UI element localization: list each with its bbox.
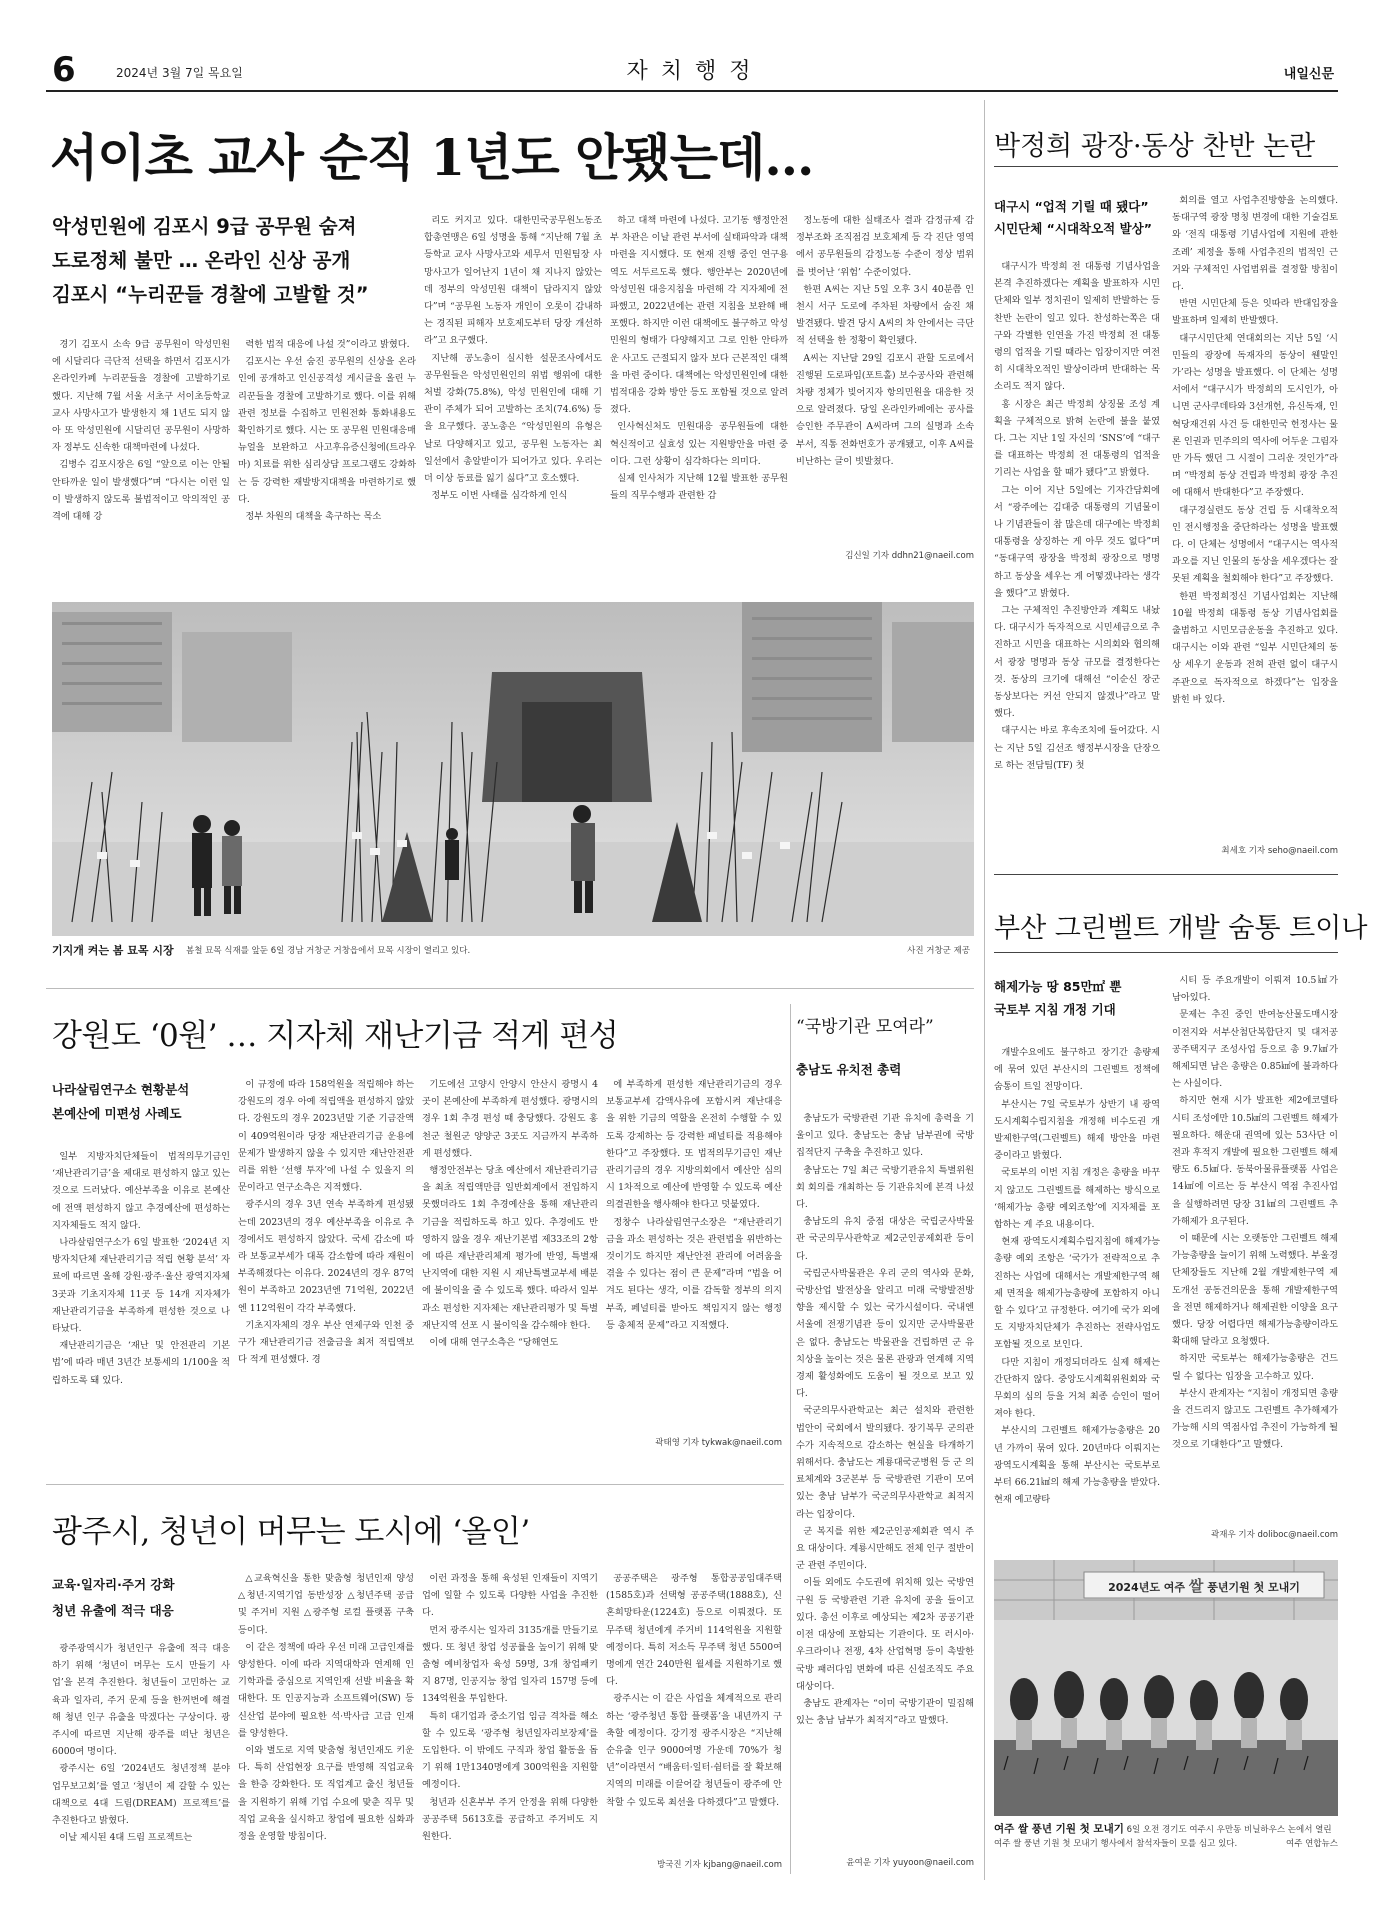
- paragraph: 반면 시민단체 등은 잇따라 반대입장을 발표하며 일제히 반발했다.: [1172, 298, 1338, 327]
- paragraph: △교육혁신을 통한 맞춤형 청년인재 양성 △청년·지역기업 동반성장 △청년주택 공급 및 주거비 지원 △광주형 로컬 플랫폼 구축 등이다.: [238, 1573, 414, 1636]
- paragraph: 리도 커지고 있다. 대한민국공무원노동조합총연맹은 6일 성명을 통해 “지난해 7월 초등학교 교사 사망사고와 세무서 민원팀장 사망사고가 일어난지 1년이 채 지나지 않았는데 정부의 악성민원 대책이 답라지지 않았다”며 “공무원 노동자 개인이 오롯이 감내하는 경직된 피해자 보호제도부터 당장 개선하라”고 요구했다.: [424, 215, 602, 347]
- paragraph: 대구시민단체 연대회의는 지난 5일 ‘시민들의 광장에 독재자의 동상이 웬말인가’라는 성명을 발표했다. 이 단체는 성명서에서 “대구시가 박정희의 도시인가, 아니면 군사쿠데타와 3선개헌, 유신독재, 인혁당재건위 사건 등 대한민국 헌정사는 물론 인권과 민주의의 역사에 어두운 그림자만 가득 했던 그 시절이 그리운 것인가”라며 “박정희 동상 건립과 박정희 광장 추진에 대해서 반대한다”고 주장했다.: [1172, 332, 1338, 499]
- paragraph: 공공주택은 광주형 통합공공임대주택(1585호)과 선택형 공공주택(1888호), 신혼희망타운(1224호) 등으로 이뤄졌다. 또 무주택 청년에게 주거비 114억원을 지원할 예정이다. 특히 저소득 무주택 청년 5500여명에게 연간 240만원 월세를 지원하기로 했다.: [606, 1573, 782, 1688]
- story3-subheads: [994, 975, 1160, 1021]
- story6-column: [238, 1570, 414, 1876]
- story1-headline: 서이초 교사 순직 1년도 안됐는데…: [50, 128, 814, 187]
- paragraph: 김병수 김포시장은 6일 “앞으로 이는 안될 안타까운 일이 발생했다”며 “다시는 이런 일이 발생하지 않도록 불법적이고 악의적인 공격에 대해 강: [52, 459, 230, 523]
- banner-highlight: 쌀: [1188, 1577, 1204, 1595]
- story2-subheads: [994, 196, 1160, 240]
- story5-headline: “국방기관 모여라”: [796, 1017, 934, 1037]
- paragraph: 충남도는 7일 최근 국방기관유치 특별위원회 회의를 개최하는 등 기관유치에 본격 나섰다.: [796, 1164, 974, 1211]
- paragraph: 군 복지를 위한 제2군인공제회관 역시 주요 대상이다. 계룡시만해도 전체 인구 절반이 군 관련 주민이다.: [796, 1525, 974, 1572]
- paragraph: 하고 대책 마련에 나섰다. 고기동 행정안전부 차관은 이날 관련 부서에 실태파악과 대책 마련을 지시했다. 또 현재 진행 중인 연구용역도 서두르도록 했다. 행안부는 2020년에 악성민원 대응지침을 마련해 각 지자체에 전파했고, 2022년에는 관련 지침을 보완해 배포했다. 하지만 이런 대책에도 불구하고 악성민원의 형태가 다양해지고 그로 인한 안타까운 사고도 근절되지 않자 보다 근본적인 대책을 마련 중이다. 대책에는 악성민원인에 대한 법적대응 강화 방안 등도 포함될 것으로 알려졌다.: [610, 215, 788, 416]
- story1-subhead: 도로정체 불만 … 온라인 신상 공개: [52, 249, 351, 272]
- story6-column: [606, 1570, 782, 1854]
- paragraph: 광주시의 경우 3년 연속 부족하게 편성됐는데 2023년의 경우 예산부족을 이유로 추경에서도 편성하지 않았다. 국세 감소에 따라 보통교부세가 대폭 감소함에 따라 재원이 부족해졌다는 이유다. 2024년의 경우 87억원이 부족하고 2023년엔 71억원, 2022년엔 112억원이 각각 부족했다.: [238, 1199, 414, 1314]
- story1-column: [424, 212, 602, 562]
- photo1-title: 기지개 켜는 봄 묘목 시장: [52, 944, 174, 957]
- story2-end-rule: [994, 874, 1338, 875]
- paragraph: 부산시의 그린벨트 해제가능총량은 20년 가까이 묶여 있다. 20년마다 이뤄지는 광역도시계획을 통해 부산시는 국토부로부터 66.21㎢의 해제 가능총량을 받았다. 현재 예고량타: [994, 1425, 1160, 1506]
- rice-planting-image: [994, 1560, 1338, 1816]
- story3-subhead: 국토부 지침 개정 기대: [994, 1002, 1116, 1017]
- paragraph: 이런 과정을 통해 육성된 인재들이 지역기업에 일할 수 있도록 다양한 사업을 추진한다.: [422, 1573, 598, 1619]
- paragraph: 광주광역시가 청년인구 유출에 적극 대응하기 위해 ‘청년이 머무는 도시 만들기 사업’을 본격 추진한다. 청년들이 고민하는 교육과 일자리, 주거 문제 등을 한꺼번에 해결해 청년 인구 유출을 막겠다는 구상이다. 광주시에 따르면 지난해 광주를 떠난 청년은 6000여 명이다.: [52, 1643, 230, 1758]
- banner-prefix: 2024년도 여주: [1108, 1581, 1186, 1594]
- paragraph: 충남도가 국방관련 기관 유치에 총력을 기울이고 있다. 충남도는 충남 남부권에 국방 집적단지 구축을 추진하고 있다.: [796, 1113, 974, 1159]
- story3-byline: 곽재우 기자 doliboc@naeil.com: [1211, 1530, 1338, 1540]
- paragraph: 지난해 공노총이 실시한 설문조사에서도 공무원들은 악성민원인의 위법 행위에 대한 처벌 강화(75.8%), 악성 민원인에 대해 기관이 주체가 되어 고발하는 조치(74.6%) 등을 요구했다. 공노총은 “악성민원의 유형은 날로 다양해지고 있고, 공무원 노동자는 최 일선에서 총알받이가 되어가고 있다. 우리는 더 이상 동료를 잃기 싫다”고 호소했다.: [424, 352, 602, 485]
- paragraph: 한편 A씨는 지난 5일 오후 3시 40분쯤 인천시 서구 도로에 주차된 차량에서 숨진 채 발견됐다. 발견 당시 A씨의 차 안에서는 극단적 선택을 한 정황이 확인됐다.: [796, 283, 974, 347]
- paragraph: 충남도 관계자는 “이미 국방기관이 밀집해 있는 충남 남부가 최적지”라고 말했다.: [796, 1697, 974, 1727]
- story4-column: [52, 1148, 230, 1450]
- story5-rule: [790, 1004, 791, 1874]
- paragraph: 이날 제시된 4대 드림 프로젝트는: [59, 1832, 193, 1844]
- story2-byline: 최세호 기자 seho@naeil.com: [1221, 846, 1338, 856]
- story5-byline: 윤여운 기자 yuyoon@naeil.com: [846, 1858, 974, 1868]
- paragraph: 충남도의 유치 중점 대상은 국립군사박물관 국군의무사관학교 제2군인공제회관 등이다.: [796, 1216, 974, 1262]
- story1-column: [52, 336, 230, 560]
- paragraph: 그는 구체적인 추진방안과 계획도 내놨다. 대구시가 독자적으로 시민세금으로 추진하고 시민을 대표하는 시의회와 협의해서 광장 명명과 동상 규모를 결정한다는 것. 동상의 크기에 대해선 “이순신 장군 동상보다는 커선 안되지 않겠나”라고 말했다.: [994, 605, 1160, 720]
- story4-subheads: [52, 1078, 230, 1126]
- banner-suffix: 풍년기원 첫 모내기: [1207, 1581, 1300, 1594]
- rice-planting-photo: [994, 1560, 1338, 1816]
- story1-subheads: [52, 210, 382, 312]
- story6-column: [422, 1570, 598, 1876]
- story6-column: [52, 1640, 230, 1876]
- paragraph: 기도에선 고양시 안양시 안산시 광명시 4곳이 본예산에 부족하게 편성했다. 광명시의 경우 1회 추경 편성 때 충당했다. 강원도 홍천군 철원군 양양군 3곳도 지금까지 부족하게 편성했다.: [422, 1079, 598, 1159]
- paragraph: 에 부족하게 편성한 재난관리기금의 경우 보통교부세 감액사유에 포함시켜 재난대응을 위한 기금의 역할을 온전히 수행할 수 있도록 강제하는 등 강력한 패널티를 적용해야 한다”고 주장했다. 또 법적의무기금인 재난관리기금의 경우 지방의회에서 예산안 심의 시 1차적으로 예산에 반영할 수 있도록 예산의결권한을 행사해야 한다고 덧붙였다.: [606, 1079, 782, 1211]
- story1-subhead: 악성민원에 김포시 9급 공무원 숨져: [52, 215, 357, 238]
- photo2-title: 여주 쌀 풍년 기원 첫 모내기: [994, 1823, 1124, 1835]
- story3-column: [1172, 972, 1338, 1520]
- story2-column: [1172, 192, 1338, 840]
- paragraph: 재난관리기금은 ‘재난 및 안전관리 기본법’에 따라 매년 3년간 보통세의 1/100을 적립하도록 돼 있다.: [52, 1340, 230, 1386]
- photo2-caption-block: [994, 1822, 1338, 1851]
- paragraph: 이 같은 정책에 따라 우선 미래 고급인재를 양성한다. 이에 따라 지역대학과 연계해 인기학과를 중심으로 지역인재 선발 비율을 확대한다. 또 인공지능과 소프트웨어(SW) 등 신산업 분야에 필요한 석·박사급 고급 인재를 양성한다.: [238, 1641, 414, 1739]
- paragraph: 경기 김포시 소속 9급 공무원이 악성민원에 시달리다 극단적 선택을 하면서 김포시가 온라인카페 누리꾼들을 경찰에 고발하기로 했다. 지난해 7월 서울 서초구 서이초등학교 교사 사망사고가 발생한지 채 1년도 되지 않아 또 악성민원에 시달리던 공무원이 사망하자 정부도 신속한 대책마련에 나섰다.: [52, 339, 230, 454]
- paragraph: 부산시는 7일 국토부가 상반기 내 광역도시계획수립지침을 개정해 비수도권 개발제한구역(그린벨트) 해제 방안을 마련 중이라고 밝혔다.: [994, 1098, 1160, 1162]
- paper-name: 내일신문: [1283, 67, 1334, 82]
- paragraph: 정노동에 대한 실태조사 결과 감정규제 감정부조화 조직점검 보호체계 등 각 진단 영역에서 공무원들의 감정노동 수준이 정상 범위를 벗어난 ‘위험’ 수준이었다.: [796, 215, 974, 278]
- story5-column: [796, 1110, 974, 1850]
- paragraph: 광주시는 이 같은 사업을 체계적으로 관리하는 ‘광주청년 통합 플랫폼’을 내년까지 구축할 예정이다. 강기정 광주시장은 “지난해 순유출 인구 9000여명 가운데 70%가 청년”이라면서 “배움터·일터·쉼터를 잘 확보해 지역의 미래를 이끌어갈 청년들이 광주에 안착할 수 있도록 최선을 다하겠다”고 말했다.: [606, 1693, 782, 1808]
- paragraph: 이와 별도로 지역 맞춤형 청년인재도 키운다. 특히 산업현장 요구를 반영해 직업교육을 한층 강화한다. 또 직업계고 출신 청년들을 지원하기 위해 기업 수요에 맞춘 직무 및 직업 교육을 실시하고 창업에 필요한 심화과정을 운영할 방침이다.: [238, 1745, 414, 1843]
- photo1-credit: 사진 거창군 제공: [907, 946, 970, 956]
- story6-subhead: 청년 유출에 적극 대응: [52, 1603, 174, 1618]
- paragraph: 대구경실련도 동상 건립 등 시대착오적인 전시행정을 중단하라는 성명을 발표했다. 이 단체는 성명에서 “대구시는 역사적 과오를 지닌 인물의 동상을 세우겠다는 잘못된 계획을 철회해야 한다”고 주장했다.: [1172, 504, 1338, 585]
- paragraph: 홍 시장은 최근 박정희 상징물 조성 계획을 구체적으로 밝혀 논란에 불을 붙였다. 그는 지난 1일 자신의 ‘SNS’에 “대구를 대표하는 박정희 전 대통령의 업적을 기리는 사업을 할 때가 됐다”고 밝혔다.: [994, 398, 1160, 479]
- paragraph: 먼저 광주시는 일자리 3135개를 만들기로 했다. 또 청년 창업 성공률을 높이기 위해 맞춤형 예비창업자 육성 59명, 3개 창업패키지 87명, 인공지능 창업 일자리 157명 등에 134억원을 투입한다.: [422, 1624, 598, 1705]
- paragraph: 이 규정에 따라 158억원을 적립해야 하는 강원도의 경우 아예 적립액을 편성하지 않았다. 강원도의 경우 2023년말 기준 기금잔액이 409억원이라 당장 재난관리기금 운용에 문제가 발생하지 않을 수 있지만 재난안전관리를 위한 ‘선행 투자’에 나설 수 있을지 의문이라고 연구소측은 지적했다.: [238, 1079, 414, 1194]
- story4-column: [422, 1076, 598, 1450]
- paragraph: A씨는 지난달 29일 김포시 관할 도로에서 진행된 도로파임(포트홀) 보수공사와 관련해 차량 정체가 빚어지자 항의민원을 대응한 것으로 알려졌다. 당일 온라인카페에는 공사를 승인한 주무관이 A씨라며 그의 실명과 소속 부서, 직통 전화번호가 공개됐고, 이후 A씨를 비난하는 글이 빗발쳤다.: [796, 352, 974, 467]
- paragraph: 하지만 현재 시가 발표한 제2에코델타시티 조성에만 10.5㎢의 그린벨트 해제가 필요하다. 해운대 권역에 있는 53사단 이전과 후적지 개발에 필요한 그린벨트 해제량도 6.5㎢다. 동북아물류플랫폼 사업은 14㎢에 이르는 등 부산시 역점 추진사업을 실행하려면 당장 31㎢의 그린벨트 추가해제가 요구된다.: [1172, 1095, 1338, 1227]
- paragraph: 정창수 나라살림연구소장은 “재난관리기금을 과소 편성하는 것은 관련법을 위반하는 것이기도 하지만 재난안전 관리에 어려움을 겪을 수 있다는 점이 큰 문제”라며 “법을 어겨도 된다는 생각, 이를 감독할 정부의 의지부족, 페널티를 받아도 책임지지 않는 행정 등 총체적 문제”라고 지적했다.: [606, 1216, 782, 1331]
- story3-column: [994, 1044, 1160, 1542]
- paragraph: 청년과 신혼부부 주거 안정을 위해 다양한 공공주택 5613호를 공급하고 주거비도 지원한다.: [422, 1796, 598, 1843]
- story4-subhead: 본예산에 미편성 사례도: [52, 1106, 182, 1121]
- story2-column: [994, 258, 1160, 858]
- paragraph: 회의를 열고 사업추진방향을 논의했다. 동대구역 광장 명칭 변경에 대한 기술검토와 ‘전직 대통령 기념사업에 지원에 관한 조례’ 제정을 통해 사업추진의 법적인 근거와 구체적인 사업범위를 결정할 방침이다.: [1172, 195, 1338, 293]
- story2-headline: 박정희 광장·동상 찬반 논란: [994, 131, 1316, 162]
- story4-headline: 강원도 ‘0원’ … 지자체 재난기금 적게 편성: [52, 1018, 619, 1054]
- page-number: 6: [52, 50, 76, 90]
- story3-headline: 부산 그린벨트 개발 숨통 트이나: [994, 913, 1368, 944]
- section-title: 자 치 행 정: [626, 59, 754, 84]
- story6-subhead: 교육·일자리·주거 강화: [52, 1577, 175, 1592]
- story6-top-rule: [46, 1484, 784, 1485]
- paragraph: 특히 대기업과 중소기업 임금 격차를 해소할 수 있도록 ‘광주형 청년일자리보장제’를 도입한다. 이 밖에도 구직과 창업 활동을 돕기 위해 1만1340명에게 300억원을 지원할 예정이다.: [422, 1710, 598, 1791]
- story6-subheads: [52, 1572, 230, 1624]
- story5-subhead: 충남도 유치전 총력: [796, 1062, 902, 1077]
- paragraph: 이에 대해 연구소측은 “당해연도: [429, 1337, 559, 1349]
- story1-column: [610, 212, 788, 562]
- paragraph: 행정안전부는 당초 예산에서 재난관리기금을 최초 적립액만큼 일반회계에서 전입하지 못했더라도 1회 추경예산을 통해 재난관리기금을 적립하도록 하고 있다. 추경에도 반영하지 않을 경우 재난기본법 제33조의 2항에 따른 재난관리체계 평가에 반영, 특별재난지역에 대한 지원 시 재난특별교부세 배분에 불이익을 줄 수 있도록 했다. 따라서 일부 과소 편성한 지자체는 재난관리평가 및 특별재난지역 선포 시 불이익을 감수해야 한다.: [422, 1165, 598, 1331]
- story2-subhead: 대구시 “업적 기릴 때 됐다”: [994, 199, 1149, 214]
- story2-rule: [994, 166, 1338, 167]
- paragraph: 인사혁신처도 민원대응 공무원들에 대한 혁신적이고 실효성 있는 지원방안을 마련 중이다. 그런 상황이 심각하다는 의미다.: [610, 421, 788, 467]
- paragraph: 국토부의 이번 지침 개정은 총량을 바꾸지 않고도 그린벨트를 해제하는 방식으로 ‘해제가능 총량 예외조항’에 지자체를 포함하는 게 주요 내용이다.: [994, 1167, 1160, 1231]
- paragraph: 실제 인사처가 지난해 12월 발표한 공무원들의 직무수행과 관련한 감: [610, 473, 788, 502]
- story1-column: [238, 336, 416, 560]
- seedling-market-photo: [52, 602, 974, 936]
- story1-subhead: 김포시 “누리꾼들 경찰에 고발할 것”: [52, 283, 369, 306]
- rice-planting-banner: [1090, 1575, 1318, 1596]
- paragraph: 문제는 추진 중인 반여농산물도매시장 이전지와 서부산첨단복합단지 및 대저공공주택지구 조성사업 등으로 총 9.7㎢가 해제되면 남은 총량은 0.85㎢에 불과하다는 사실이다.: [1172, 1009, 1338, 1090]
- paragraph: 다만 지침이 개정되더라도 실제 해제는 간단하지 않다. 중앙도시계획위원회와 국무회의 심의 등을 거쳐 최종 승인이 떨어져야 한다.: [994, 1356, 1160, 1420]
- paragraph: 김포시는 우선 숨진 공무원의 신상을 온라인에 공개하고 인신공격성 게시글을 올린 누리꾼들을 경찰에 고발하기로 했다. 이를 위해 관련 정보를 수집하고 민원전화 통화내용도 확인하기로 했다. 시는 또 공무원 민원대응매뉴얼을 보완하고 사고후유증신청에(트라우마) 치료를 위한 심리상담 프로그램도 강화하는 등 강력한 재발방지대책을 마련하기로 했다.: [238, 356, 416, 505]
- photo2-caption: 6일 오전 경기도 여주시 우만동 비닐하우스 논에서 열린 여주 쌀 풍년 기원 첫 모내기 행사에서 참석자들이 모를 심고 있다.: [994, 1825, 1332, 1849]
- story6-byline: 방국진 기자 kjbang@naeil.com: [656, 1860, 782, 1870]
- photo1-caption: 봄철 묘목 식재를 앞둔 6일 경남 거창군 거창읍에서 묘목 시장이 열리고 있다.: [186, 946, 471, 956]
- paragraph: 국군의무사관학교는 최근 설치와 관련한 법안이 국회에서 발의됐다. 장기복무 군의관 수가 지속적으로 감소하는 현실을 타개하기 위해서다. 충남도는 계룡대국군병원 등 군 의료체계와 3군본부 등 국방관련 기관이 모여 있는 충남 남부가 국군의무사관학교 최적지라는 입장이다.: [796, 1405, 974, 1520]
- paragraph: 부산시 관계자는 “지침이 개정되면 총량을 건드리지 않고도 그린벨트 추가해제가 가능해 시의 역점사업 추진이 가능하게 될 것으로 기대한다”고 말했다.: [1172, 1387, 1338, 1451]
- paragraph: 광주시는 6일 ‘2024년도 청년정책 분야 업무보고회’를 열고 ‘청년이 제 갈할 수 있는 대책으로 4대 드림(DREAM) 프로젝트’를 추진한다고 밝혔다.: [52, 1763, 230, 1827]
- story3-rule: [994, 952, 1338, 953]
- paragraph: 대구시가 박정희 전 대통령 기념사업을 본격 추진하겠다는 계획을 발표하자 시민단체와 일부 정치권이 일제히 반발하는 등 찬반 논란이 일고 있다. 찬성하는쪽은 대구와 각별한 인연을 가진 박정희 전 대통령의 업적을 기릴 때라는 입장이지만 여전히 시대착오적인 발상이라며 반대하는 목소리도 적지 않다.: [994, 261, 1160, 393]
- paragraph: 력한 법적 대응에 나설 것”이라고 밝혔다.: [245, 339, 410, 350]
- story1-byline: 김신일 기자 ddhn21@naeil.com: [845, 551, 974, 561]
- paragraph: 일부 지방자치단체들이 법적의무기금인 ‘재난관리기금’을 제대로 편성하지 않고 있는 것으로 드러났다. 예산부족을 이유로 본예산에 전액 편성하지 않고 추경예산에 편성하는 지자체들도 적지 않다.: [52, 1151, 230, 1231]
- story4-byline: 곽태영 기자 tykwak@naeil.com: [655, 1438, 782, 1448]
- paragraph: 개발수요에도 불구하고 장기간 총량제에 묶여 있던 부산시의 그린벨트 정책에 숨통이 트일 전망이다.: [994, 1047, 1160, 1093]
- story3-subhead: 해제가능 땅 85만㎡ 뿐: [994, 979, 1122, 994]
- paragraph: 정부도 이번 사태를 심각하게 인식: [431, 490, 568, 502]
- paragraph: 기초지자체의 경우 부산 연제구와 인천 중구가 재난관리기금 전출금을 최저 적립액보다 적게 편성했다. 경: [238, 1319, 414, 1366]
- seedling-market-image: [52, 602, 974, 936]
- story4-column: [606, 1076, 782, 1428]
- story1-column: [796, 212, 974, 544]
- story2-subhead: 시민단체 “시대착오적 발상”: [994, 221, 1152, 236]
- issue-date: 2024년 3월 7일 목요일: [116, 66, 243, 80]
- paragraph: 정부 차원의 대책을 촉구하는 목소: [245, 511, 382, 523]
- paragraph: 대구시는 바로 후속조치에 들어갔다. 시는 지난 5일 김선조 행정부시장을 단장으로 하는 전담팀(TF) 첫: [994, 725, 1160, 771]
- paragraph: 하지만 국토부는 해제가능총량은 건드릴 수 없다는 입장을 고수하고 있다.: [1172, 1353, 1338, 1382]
- masthead-rule: [46, 90, 1338, 92]
- story4-column: [238, 1076, 414, 1450]
- paragraph: 나라살림연구소가 6일 발표한 ‘2024년 지방자치단체 재난관리기금 적립 현황 분석’ 자료에 따르면 올해 강원·광주·울산 광역지자체 3곳과 기초지자체 11곳 등 14개 지자체가 재난관리기금을 부족하게 편성한 것으로 나타났다.: [52, 1237, 230, 1335]
- paragraph: 국립군사박물관은 우리 군의 역사와 문화, 국방산업 발전상을 알리고 미래 국방발전방향을 제시할 수 있는 국가시설이다. 국내엔 서울에 전쟁기념관 등이 있지만 군사박물관은 없다. 충남도는 박물관을 건립하면 군 유치상을 높이는 것은 물론 관광과 연계해 지역경제 활성화에도 도움이 될 것으로 보고 있다.: [796, 1267, 974, 1400]
- story4-subhead: 나라살림연구소 현황분석: [52, 1082, 190, 1097]
- paragraph: 시티 등 주요개발이 이뤄져 10.5㎢가 남아있다.: [1172, 975, 1338, 1004]
- right-column-rule: [984, 100, 985, 1880]
- photo2-credit: 여주 연합뉴스: [1286, 1839, 1338, 1849]
- story6-headline: 광주시, 청년이 머무는 도시에 ‘올인’: [52, 1514, 530, 1550]
- paragraph: 현재 광역도시계획수립지침에 해제가능총량 예외 조항은 ‘국가가 전략적으로 추진하는 사업에 대해서는 개발제한구역 해제 면적을 해제가능총량에 포함하지 아니할 수 있다’고 규정한다. 여기에 국가 외에도 지방자치단체가 추진하는 전략사업도 포함될 것으로 보인다.: [994, 1236, 1160, 1351]
- paragraph: 이 때문에 시는 오랫동안 그린벨트 해제가능총량을 늘이기 위해 노력했다. 부울경 단체장들도 지난해 2월 개발제한구역 제도개선 공동건의문을 통해 개발제한구역을 전면 해제하거나 해제권한 이양을 요구했다. 당장 어렵다면 해제가능총량이라도 확대해 달라고 요청했다.: [1172, 1233, 1338, 1348]
- paragraph: 한편 박정희정신 기념사업회는 지난해 10월 박정희 대통령 동상 기념사업회를 출범하고 시민모금운동을 추진하고 있다. 대구시는 이와 관련 “일부 시민단체의 동상 세우기 운동과 전혀 관련 없이 대구시 주관으로 독자적으로 하겠다”는 입장을 밝힌 바 있다.: [1172, 590, 1338, 705]
- story4-top-rule: [46, 988, 974, 989]
- paragraph: 이들 외에도 수도권에 위치해 있는 국방연구원 등 국방관련 기관 유치에 공을 들이고 있다. 총선 이후로 예상되는 제2차 공공기관 이전 대상에 포함되는 기관이다. 또 러시아·우크라이나 전쟁, 4차 산업혁명 등이 촉발한 국방 패러다임 변화에 따른 신설조직도 주요 대상이다.: [796, 1577, 974, 1692]
- paragraph: 그는 이어 지난 5일에는 기자간담회에서 “광주에는 김대중 대통령의 기념물이나 기념관들이 참 많은데 대구에는 박정희 대통령을 상징하는 게 아무 것도 없다”며 “동대구역 광장을 박정희 광장으로 명명하고 동상을 세우는 게 어떻겠냐라는 생각을 했다”고 밝혔다.: [994, 484, 1160, 599]
